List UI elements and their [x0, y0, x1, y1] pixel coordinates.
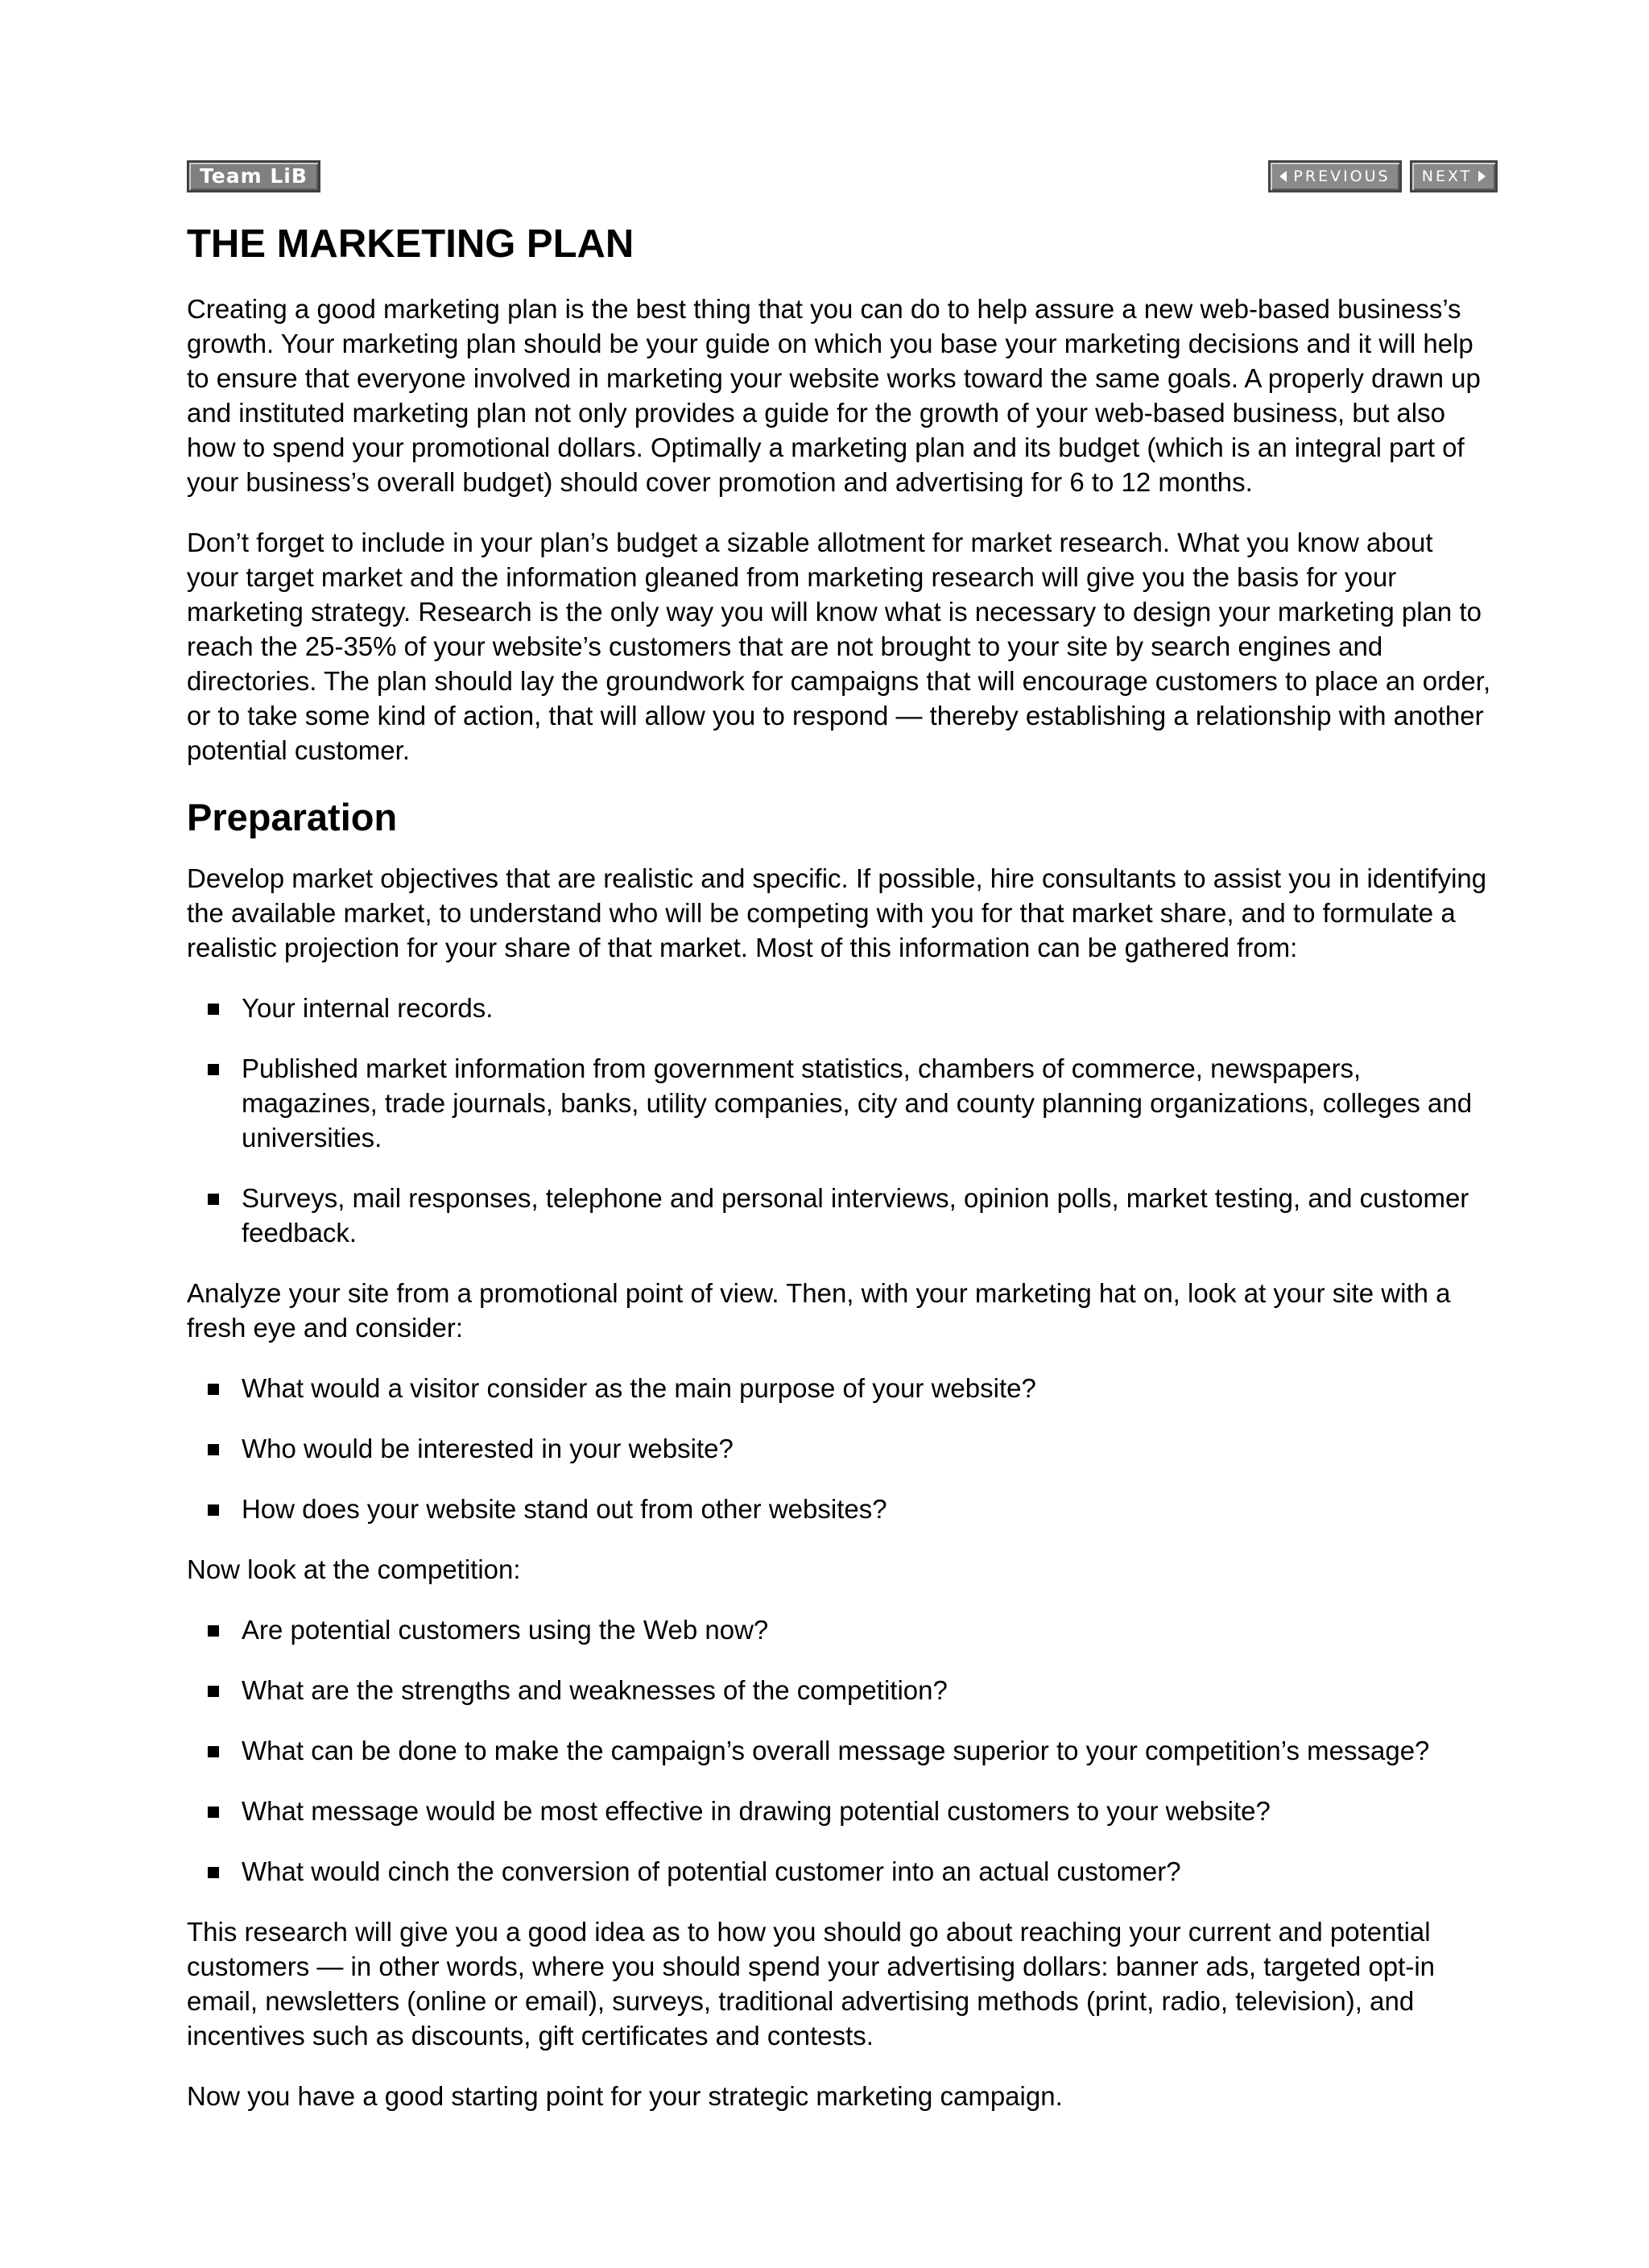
preparation-paragraph-1: Develop market objectives that are realistic and specific. If possible, hire consultants to assist you in identifying the available market, to understand who will be competing with you for that market share, and to formulate a realistic projection for your share of that market. Most of this information can be gathered from: [187, 863, 1487, 962]
section-heading-preparation: Preparation [187, 796, 398, 838]
preparation-paragraph-4: This research will give you a good idea as to how you should go about reaching your current and potential customers — in other words, where you should spend your advertising dollars: banner ads, targeted opt-in email, newsletters (online or email), surveys, traditional advertising methods (print, radio, television), and incentives such as discounts, gift certificates and contests. [187, 1917, 1436, 2051]
list-item-text: Your internal records. [242, 993, 494, 1023]
bullet-square-icon [208, 1867, 219, 1878]
list-item [187, 1733, 1491, 1768]
bullet-square-icon [208, 1064, 219, 1075]
list-item [187, 1492, 1491, 1526]
list-item-text: What are the strengths and weaknesses of the competition? [242, 1675, 948, 1705]
previous-label: PREVIOUS [1293, 168, 1391, 185]
list-item [187, 1673, 1491, 1707]
preparation-paragraph-3: Now look at the competition: [187, 1554, 521, 1584]
intro-paragraph-1: Creating a good marketing plan is the best thing that you can do to help assure a new web-based business’s growth. Your marketing plan should be your guide on which you base your marketing decisions and it will help to ensure that everyone involved in marketing your website works toward the same goals. A properly drawn up and instituted marketing plan not only provides a guide for the growth of your web-based business, but also how to spend your promotional dollars. Optimally a marketing plan and its budget (which is an integral part of your business’s overall budget) should cover promotion and advertising for 6 to 12 months. [187, 294, 1481, 497]
list-item [187, 1181, 1491, 1250]
page-navigation [1268, 160, 1498, 192]
next-button[interactable] [1410, 160, 1498, 192]
arrow-right-icon [1478, 171, 1486, 182]
list-item [187, 1612, 1491, 1647]
previous-button[interactable] [1268, 160, 1402, 192]
bullet-square-icon [208, 1194, 219, 1205]
list-item [187, 991, 1491, 1025]
list-item-text: How does your website stand out from other websites? [242, 1494, 887, 1524]
page-title: THE MARKETING PLAN [187, 222, 634, 266]
information-sources-list [187, 991, 1491, 1250]
bullet-square-icon [208, 1625, 219, 1637]
bullet-square-icon [208, 1384, 219, 1395]
preparation-paragraph-5: Now you have a good starting point for your strategic marketing campaign. [187, 2081, 1063, 2111]
site-questions-list [187, 1371, 1491, 1526]
list-item [187, 1854, 1491, 1889]
team-lib-logo[interactable]: Team LiB [187, 160, 320, 192]
list-item [187, 1051, 1491, 1155]
list-item-text: What would a visitor consider as the main purpose of your website? [242, 1373, 1036, 1403]
list-item [187, 1431, 1491, 1466]
list-item-text: What would cinch the conversion of potential customer into an actual customer? [242, 1856, 1181, 1886]
top-navigation-bar [187, 160, 1498, 194]
bullet-square-icon [208, 1444, 219, 1455]
list-item-text: Published market information from government statistics, chambers of commerce, newspapers, magazines, trade journals, banks, utility companies, city and county planning organizations, colleges and universities. [242, 1053, 1473, 1153]
list-item [187, 1794, 1491, 1828]
list-item-text: What message would be most effective in drawing potential customers to your website? [242, 1796, 1271, 1826]
list-item-text: Who would be interested in your website? [242, 1434, 734, 1463]
bullet-square-icon [208, 1807, 219, 1818]
document-body [187, 217, 1491, 2139]
bullet-square-icon [208, 1686, 219, 1697]
next-label: NEXT [1421, 168, 1473, 185]
bullet-square-icon [208, 1746, 219, 1757]
bullet-square-icon [208, 1504, 219, 1516]
bullet-square-icon [208, 1004, 219, 1015]
intro-paragraph-2: Don’t forget to include in your plan’s budget a sizable allotment for market research. What you know about your target market and the information gleaned from marketing research will give you the basis for your marketing strategy. Research is the only way you will know what is necessary to design your marketing plan to reach the 25-35% of your website’s customers that are not brought to your site by search engines and directories. The plan should lay the groundwork for campaigns that will encourage customers to place an order, or to take some kind of action, that will allow you to respond — thereby establishing a relationship with another potential customer. [187, 528, 1491, 765]
list-item-text: Are potential customers using the Web now? [242, 1615, 769, 1645]
list-item-text: Surveys, mail responses, telephone and personal interviews, opinion polls, market testing, and customer feedback. [242, 1183, 1469, 1248]
list-item [187, 1371, 1491, 1405]
list-item-text: What can be done to make the campaign’s overall message superior to your competition’s message? [242, 1736, 1430, 1765]
competition-questions-list [187, 1612, 1491, 1889]
arrow-left-icon [1279, 171, 1287, 182]
preparation-paragraph-2: Analyze your site from a promotional point of view. Then, with your marketing hat on, look at your site with a fresh eye and consider: [187, 1278, 1451, 1343]
